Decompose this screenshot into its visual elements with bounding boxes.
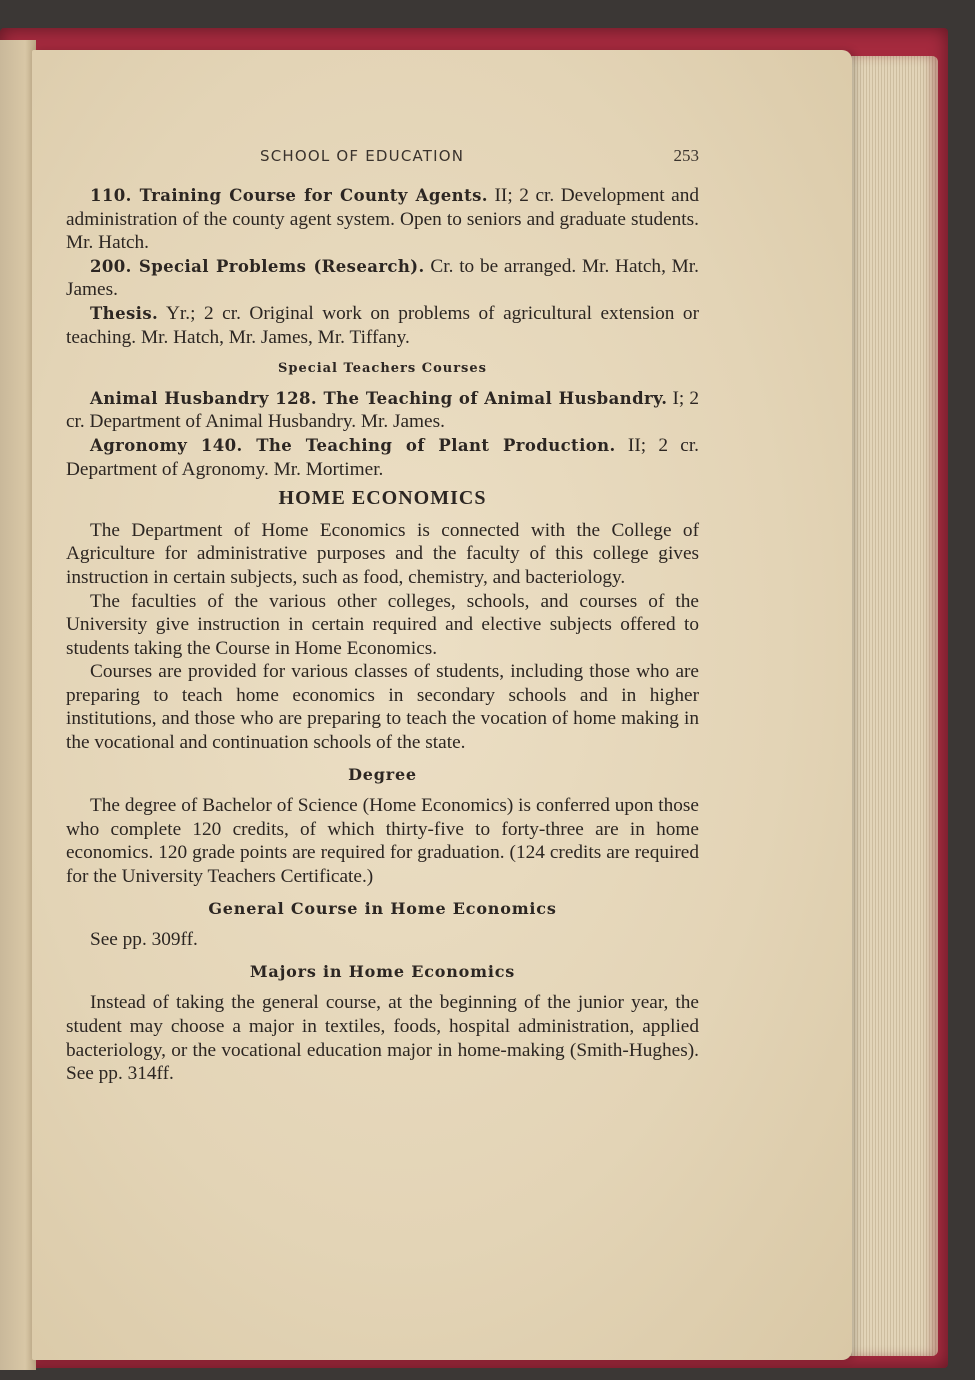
section-heading-majors: Majors in Home Economics xyxy=(249,961,516,981)
paragraph: The degree of Bachelor of Science (Home Economics) is conferred upon those who complete 120 credits, of which thirty-five to forty-three are in home economics. 120 grade points are required for graduation. (124 credits are required for the University Teachers Certificate.) xyxy=(66,795,699,888)
section-heading-home-economics: HOME ECONOMICS xyxy=(278,487,487,510)
course-title: Thesis. xyxy=(90,303,159,323)
page-edges xyxy=(840,56,938,1356)
course-title: Animal Husbandry 128. The Teaching of Animal Husbandry. xyxy=(90,388,668,408)
course-entry xyxy=(66,387,699,434)
section-heading-general-course: General Course in Home Economics xyxy=(208,898,557,918)
course-description: II; 2 cr. Development and administration of the county agent system. Open to seniors and graduate students. Mr. Hatch. xyxy=(66,185,700,254)
course-description: I; 2 cr. Department of Animal Husbandry. Mr. James. xyxy=(66,387,699,433)
course-entry xyxy=(66,184,699,255)
course-description: II; 2 cr. Department of Agronomy. Mr. Mortimer. xyxy=(66,434,699,480)
course-title: 110. Training Course for County Agents. xyxy=(90,186,488,205)
course-entry xyxy=(66,302,699,349)
running-title: SCHOOL OF EDUCATION xyxy=(260,147,465,165)
course-title: Agronomy 140. The Teaching of Plant Production. xyxy=(90,435,616,455)
course-entry xyxy=(66,434,699,481)
paragraph: Instead of taking the general course, at the beginning of the junior year, the student may choose a major in textiles, foods, hospital administration, applied bacteriology, or the vocational education major in home-making (Smith-Hughes). See pp. 314ff. xyxy=(66,992,699,1085)
paragraph: Courses are provided for various classes of students, including those who are preparing to teach home economics in secondary schools and in higher institutions, and those who are preparing to teach the vocation of home making in the vocational and continuation schools of the state. xyxy=(66,661,699,754)
paragraph: The faculties of the various other colleges, schools, and courses of the University give instruction in certain required and elective subjects offered to students taking the Course in Home Economics. xyxy=(66,590,699,659)
course-description: Cr. to be arranged. Mr. Hatch, Mr. James. xyxy=(66,255,699,301)
section-heading-special-teachers: Special Teachers Courses xyxy=(278,361,487,377)
paragraph: The Department of Home Economics is connected with the College of Agriculture for administrative purposes and the faculty of this college gives instruction in certain subjects, such as food, chemistry, and bacteriology. xyxy=(66,519,699,588)
running-header xyxy=(66,144,699,184)
page-content xyxy=(66,144,699,1086)
course-description: Yr.; 2 cr. Original work on problems of agricultural extension or teaching. Mr. Hatch, Mr. James, Mr. Tiffany. xyxy=(66,302,699,348)
paragraph: See pp. 309ff. xyxy=(90,929,198,951)
page-number: 253 xyxy=(673,146,699,165)
previous-page-edge xyxy=(0,40,36,1370)
course-entry xyxy=(66,255,699,302)
course-title: 200. Special Problems (Research). xyxy=(90,256,425,276)
section-heading-degree: Degree xyxy=(348,764,417,784)
